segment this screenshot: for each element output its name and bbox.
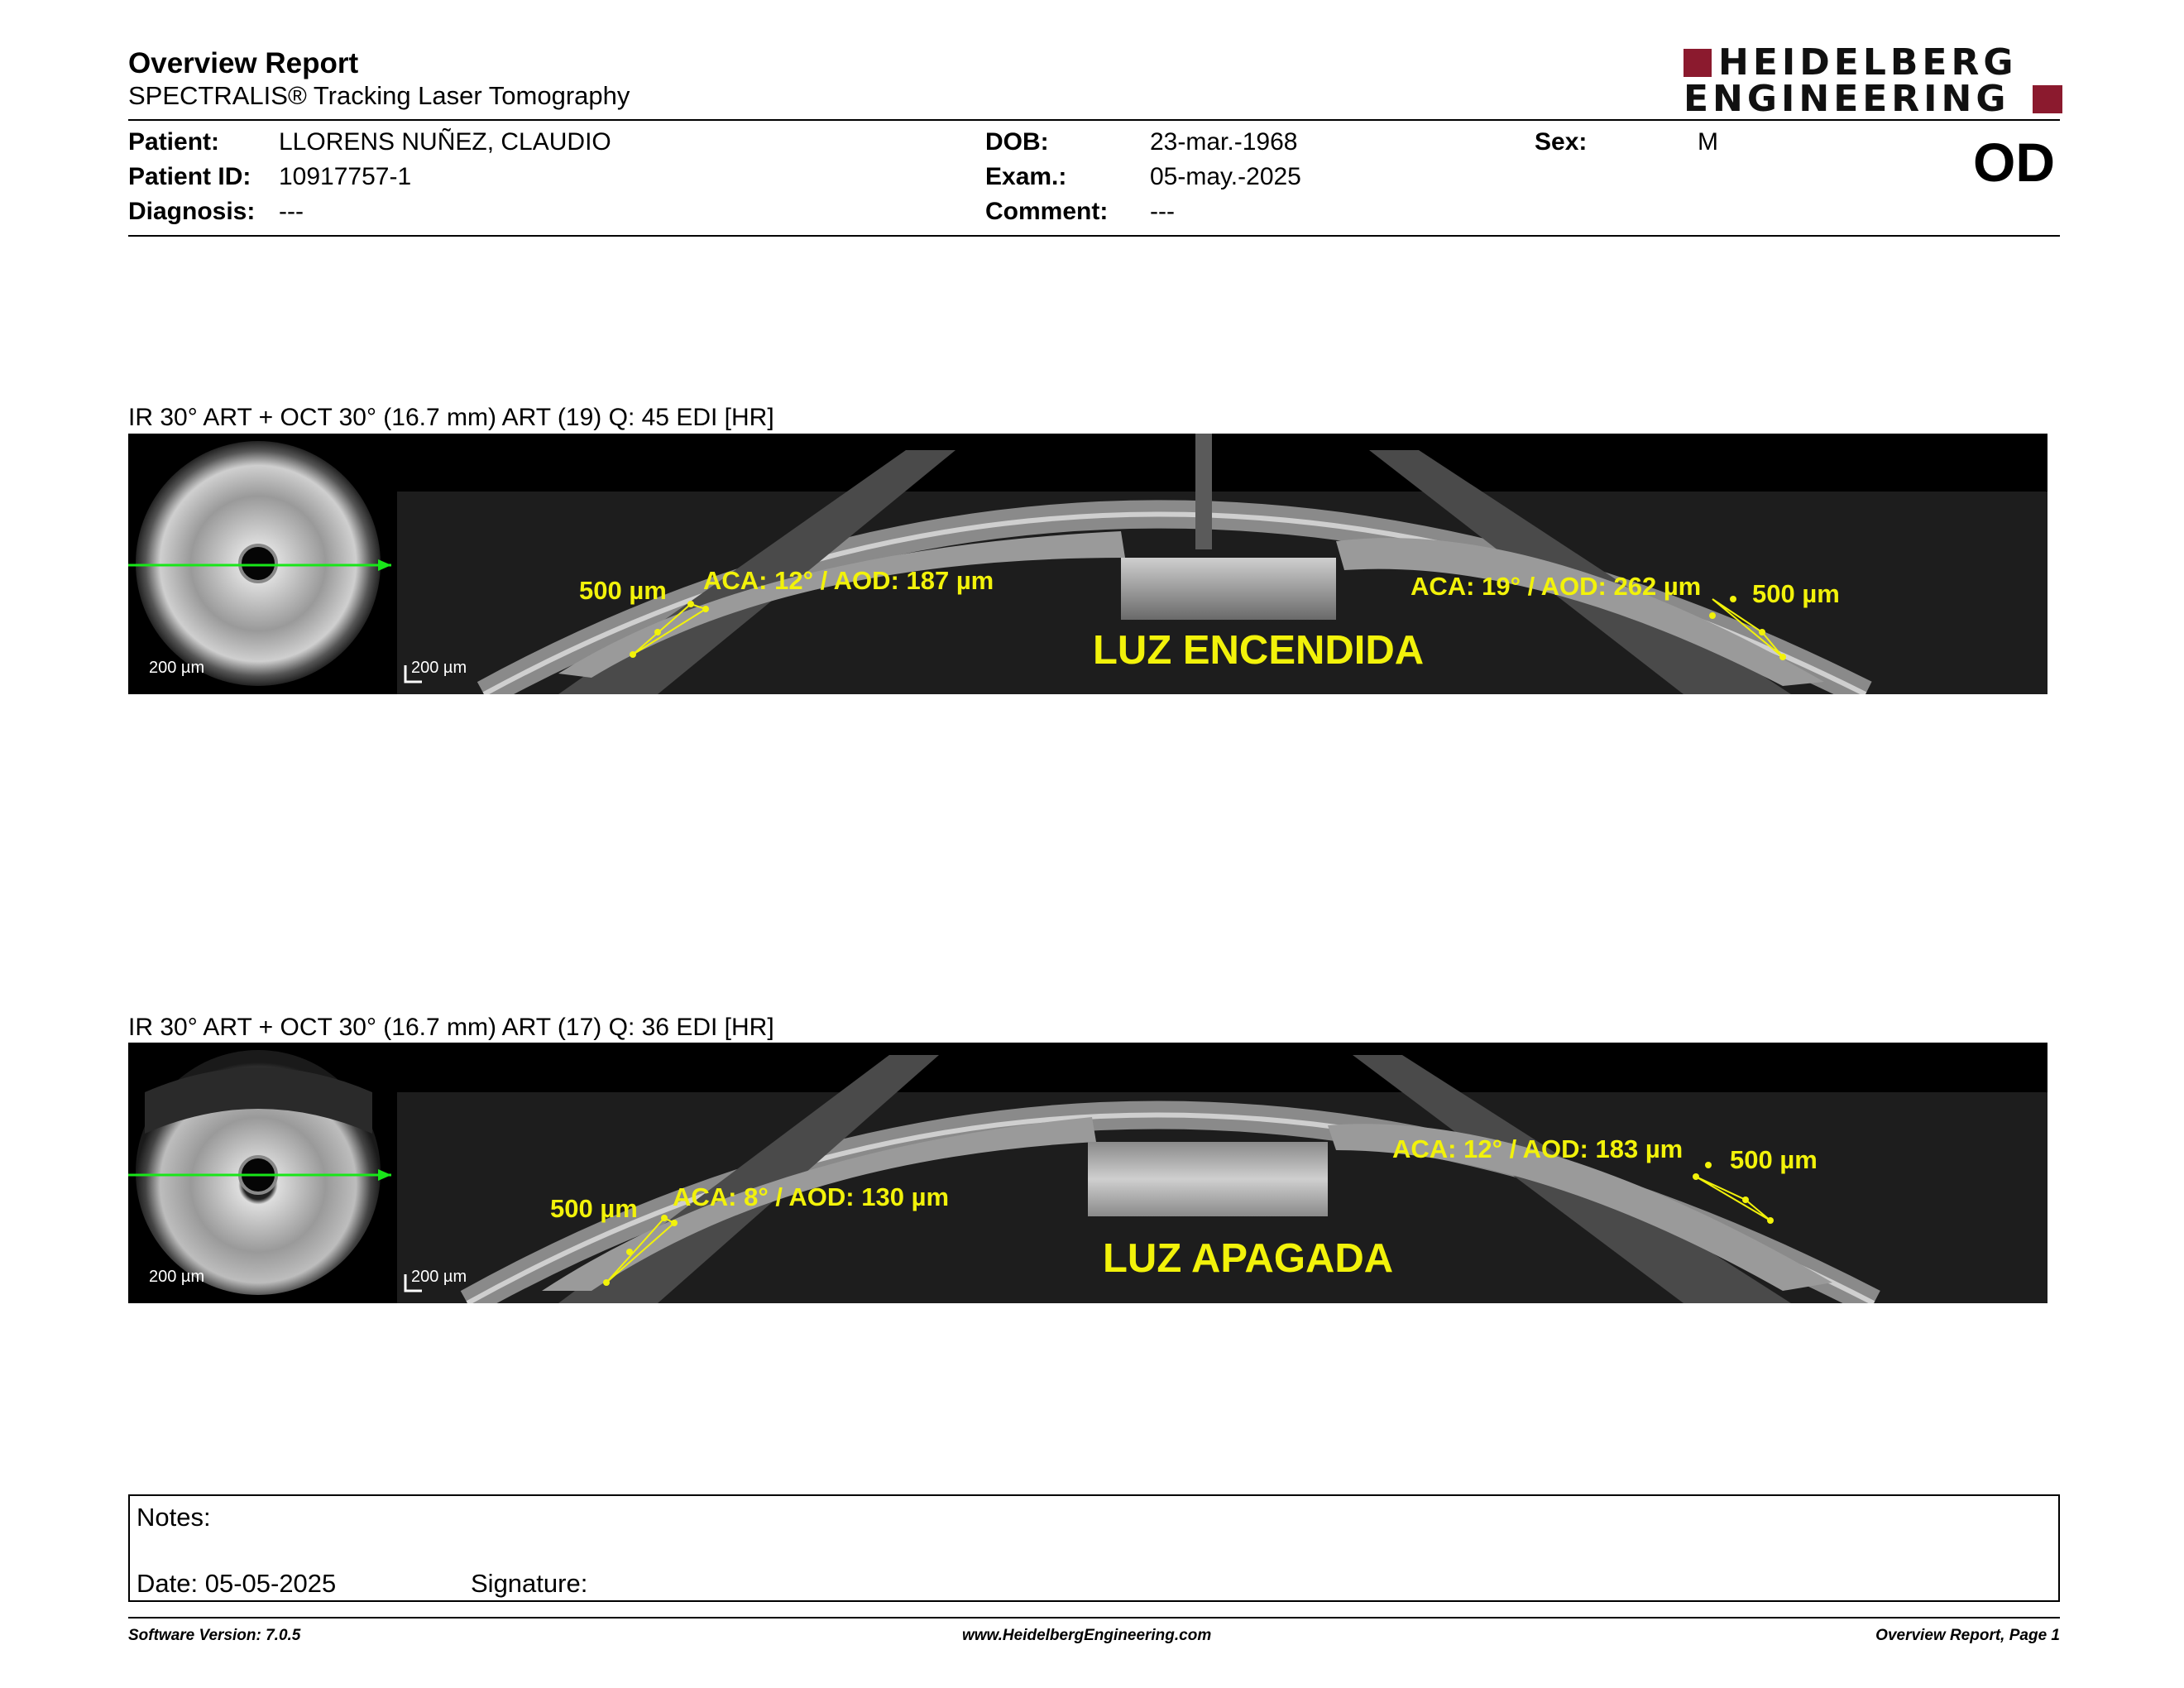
- logo-square-top: [1684, 49, 1712, 77]
- patient-divider: [128, 235, 2060, 237]
- report-title: Overview Report: [128, 47, 359, 79]
- scan-1-title: IR 30° ART + OCT 30° (16.7 mm) ART (19) Q: 45 EDI [HR]: [128, 404, 774, 431]
- footer-divider: [128, 1617, 2060, 1618]
- header-divider: [128, 119, 2060, 121]
- comment-value: ---: [1150, 198, 1175, 225]
- website-link: www.HeidelbergEngineering.com: [962, 1627, 1212, 1644]
- exam-value: 05-may.-2025: [1150, 163, 1301, 190]
- dob-label: DOB:: [985, 128, 1049, 156]
- dob-value: 23-mar.-1968: [1150, 128, 1298, 156]
- scan-2-fundus-scale: 200 µm: [149, 1268, 205, 1286]
- scan-1-left-measure: ACA: 12° / AOD: 187 µm: [703, 566, 994, 595]
- notes-box: [128, 1494, 2060, 1602]
- scan-1-image: [128, 434, 2048, 694]
- report-subtitle: SPECTRALIS® Tracking Laser Tomography: [128, 81, 630, 110]
- scan-2-left-scale: 500 µm: [550, 1194, 638, 1223]
- date-label: Date: 05-05-2025: [136, 1569, 337, 1598]
- scan-1-right-measure: ACA: 19° / AOD: 262 µm: [1410, 572, 1702, 601]
- logo-line-1: HEIDELBERG: [1718, 41, 2018, 84]
- scan-1-left-scale: 500 µm: [579, 576, 667, 605]
- notes-label: Notes:: [136, 1503, 211, 1532]
- scan-1-right-scale: 500 µm: [1752, 579, 1840, 608]
- scan-1-fundus-scale: 200 µm: [149, 659, 205, 677]
- patient-id-value: 10917757-1: [279, 163, 412, 190]
- scan-1-caption: LUZ ENCENDIDA: [1093, 628, 1425, 673]
- scan-2-right-scale: 500 µm: [1730, 1145, 1818, 1174]
- comment-label: Comment:: [985, 198, 1109, 225]
- logo-line-2: ENGINEERING: [1684, 78, 2010, 120]
- sex-label: Sex:: [1535, 128, 1588, 156]
- patient-value: LLORENS NUÑEZ, CLAUDIO: [279, 128, 611, 156]
- exam-label: Exam.:: [985, 163, 1067, 190]
- scan-2-right-measure: ACA: 12° / AOD: 183 µm: [1392, 1134, 1684, 1163]
- diagnosis-value: ---: [279, 198, 304, 225]
- patient-id-label: Patient ID:: [128, 163, 251, 190]
- scan-2-oct-scale: 200 µm: [411, 1268, 467, 1286]
- software-version: Software Version: 7.0.5: [128, 1627, 301, 1644]
- scan-2-panel: [128, 1043, 2048, 1303]
- scan-2-title: IR 30° ART + OCT 30° (16.7 mm) ART (17) Q: 36 EDI [HR]: [128, 1014, 774, 1041]
- scan-1-panel: [128, 434, 2048, 694]
- sex-value: M: [1698, 128, 1718, 156]
- scan-1-oct-scale: 200 µm: [411, 659, 467, 677]
- page-label: Overview Report, Page 1: [1875, 1627, 2060, 1644]
- logo-square-bottom: [2033, 85, 2062, 113]
- scan-2-left-measure: ACA: 8° / AOD: 130 µm: [673, 1182, 950, 1211]
- heidelberg-logo: [1684, 41, 2064, 120]
- patient-label: Patient:: [128, 128, 220, 156]
- diagnosis-label: Diagnosis:: [128, 198, 256, 225]
- scan-2-caption: LUZ APAGADA: [1103, 1236, 1394, 1281]
- eye-laterality: OD: [1973, 132, 2055, 193]
- signature-label: Signature:: [471, 1569, 588, 1598]
